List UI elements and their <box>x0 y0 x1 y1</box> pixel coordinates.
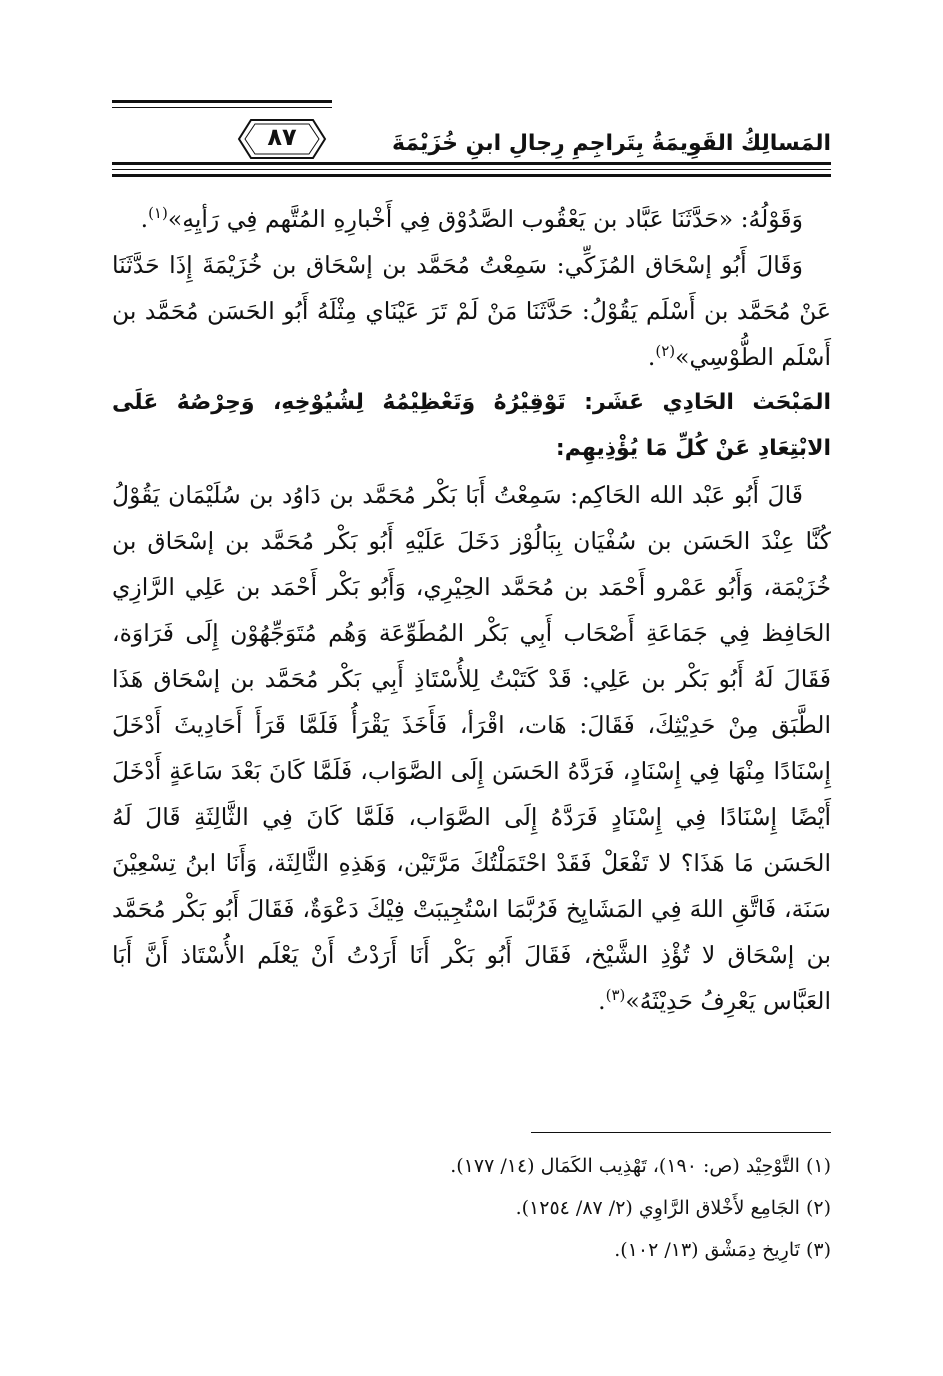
page-number-frame <box>237 116 327 162</box>
footnote-marker-3: (٣) <box>605 986 626 1005</box>
paragraph-1 <box>112 196 831 242</box>
header-rule-thin <box>112 169 831 170</box>
section-heading: المَبْحَث الحَادِي عَشَر: تَوْقِيْرُهُ وَتَعْظِيْمُهُ لِشُيُوْخِهِ، وَحِرْصُهُ عَلَى الابْتِعَادِ عَنْ كُلِّ مَا يُؤْذِيهِم: <box>112 390 831 461</box>
header-ornament-bar-thin <box>112 107 332 108</box>
paragraph-3-end: . <box>598 987 606 1015</box>
header-rule-thick <box>112 162 831 165</box>
paragraph-1-end: . <box>140 205 149 233</box>
header-rule-bottom <box>112 174 831 177</box>
footnotes <box>112 1145 831 1271</box>
page-header <box>112 96 831 186</box>
paragraph-3 <box>112 472 831 1024</box>
footnote-marker-2: (٢) <box>655 342 676 361</box>
page-number: ٨٧ <box>267 123 297 151</box>
paragraph-2 <box>112 242 831 380</box>
footnote-marker-1: (١) <box>148 204 168 223</box>
header-ornament-bar <box>112 100 332 103</box>
paragraph-2-text: وَقَالَ أَبُو إسْحَاق المُزَكِّي: سَمِعْتُ مُحَمَّد بن إسْحَاق بن خُزَيْمَةَ إِذَا حَدَّثَنَا عَنْ مُحَمَّد بن أَسْلَم يَقُوْلُ: حَدَّثَنَا مَنْ لَمْ تَرَ عَيْنَاي مِثْلَهُ أَبُو الحَسَن مُحَمَّد بن أَسْلَم الطُّوْسِي» <box>112 251 831 371</box>
footnote-2: (٢) الجَامِع لأَخْلاق الرَّاوِي (٢/ ٨٧/ ١٢٥٤). <box>515 1197 831 1219</box>
paragraph-3-text: قَالَ أَبُو عَبْد الله الحَاكِم: سَمِعْتُ أَبَا بَكْر مُحَمَّد بن دَاوُد بن سُلَيْمَان يَقُوْلُ كُنَّا عِنْدَ الحَسَن بن سُفْيَان بِبَالُوْز دَخَلَ عَلَيْهِ أَبُو بَكْر مُحَمَّد بن إسْحَاق بن خُزَيْمَة، وَأَبُو عَمْرو أَحْمَد بن مُحَمَّد الحِيْرِي، وَأَبُو بَكْر أَحْمَد بن عَلِي الرَّازِي الحَافِظ فِي جَمَاعَةِ أَصْحَاب أَبِي بَكْر المُطَوِّعَة وَهُم مُتَوَجِّهُوْن إِلَى فَرَاوَة، فَقَالَ لَهُ أَبُو بَكْر بن عَلِي: قَدْ كَتَبْتُ لِلأُسْتَاذِ أَبِي بَكْر مُحَمَّد بن إسْحَاق هَذَا الطَّبَق مِنْ حَدِيْثِكَ، فَقَالَ: هَات، اقْرَأ، فَأَخَذَ يَقْرَأُ فَلَمَّا قَرَأَ أَحَادِيثَ أَدْخَلَ إِسْنَادًا مِنْهَا فِي إِسْنَادٍ، فَرَدَّهُ الحَسَن إِلَى الصَّوَاب، فَلَمَّا كَانَ بَعْدَ سَاعَةٍ أَدْخَلَ أَيْضًا إِسْنَادًا فِي إِسْنَادٍ فَرَدَّهُ إِلَى الصَّوَاب، فَلَمَّا كَانَ فِي الثَّالِثَةِ قَالَ لَهُ الحَسَن مَا هَذَا؟ لا تَفْعَلْ فَقَدْ احْتَمَلْتُكَ مَرَّتَيْن، وَهَذِهِ الثَّالِثَة، وَأَنَا ابنُ تِسْعِيْنَ سَنَة، فَاتَّقِ اللهَ فِي المَشَايِخ فَرُبَّمَا اسْتُجِيبَتْ فِيْكَ دَعْوَةٌ، فَقَالَ أَبُو بَكْر مُحَمَّد بن إسْحَاق لا تُؤْذِ الشَّيْخ، فَقَالَ أَبُو بَكْر أَنَا أَرَدْتُ أَنْ يَعْلَم الأُسْتَاذ أَنَّ أَبَا العَبَّاس يَعْرِفُ حَدِيْثَهُ» <box>112 481 831 1015</box>
running-title: المَسالِكُ القَوِيمَةُ بِتَراجِمِ رِجالِ ابنِ خُزَيْمَةَ <box>392 131 831 156</box>
footnote-separator <box>531 1132 831 1133</box>
paragraph-1-text: وَقَوْلُهُ: «حَدَّثَنَا عَبَّاد بن يَعْقُوب الصَّدُوْق فِي أَخْبارِهِ المُتَّهم فِي رَأيِهِ» <box>167 205 803 233</box>
footnote-1: (١) التَّوْحِيْد (ص: ١٩٠)، تَهْذِيب الكَمَال (١٤/ ١٧٧). <box>450 1155 831 1177</box>
footnote-3: (٣) تَارِيخ دِمَشْق (١٣/ ١٠٢). <box>614 1239 831 1261</box>
main-text <box>112 196 831 1024</box>
paragraph-2-end: . <box>647 343 656 371</box>
